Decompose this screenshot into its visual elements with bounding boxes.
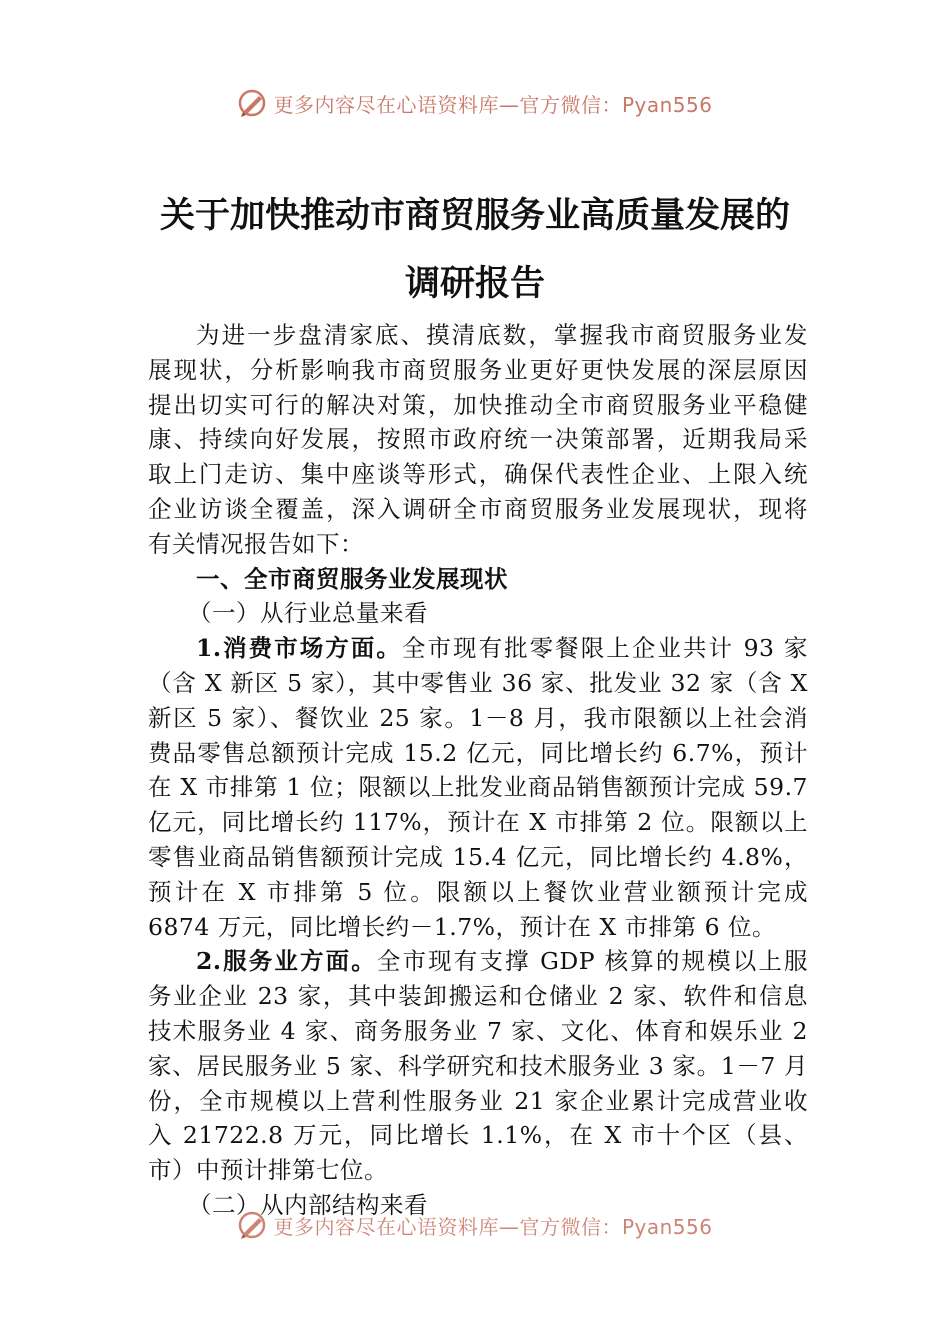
intro-line: 取上门走访、集中座谈等形式，确保代表性企业、上限入统 (148, 460, 808, 489)
document-title-line-1: 关于加快推动市商贸服务业高质量发展的 (159, 195, 790, 236)
paragraph-line: 市）中预计排第七位。 (148, 1156, 388, 1185)
intro-line: 为进一步盘清家底、摸清底数，掌握我市商贸服务业发 (196, 321, 808, 349)
paragraph-line: 入 21722.8 万元，同比增长 1.1%，在 X 市十个区（县、 (148, 1121, 808, 1150)
paragraph-line: 务业企业 23 家，其中装卸搬运和仓储业 2 家、软件和信息 (148, 982, 808, 1011)
document-title-line-2: 调研报告 (404, 263, 545, 304)
paragraph-line: 预计在 X 市排第 5 位。限额以上餐饮业营业额预计完成 (148, 877, 808, 906)
paragraph-line: 费品零售总额预计完成 15.2 亿元，同比增长约 6.7%，预计 (148, 738, 808, 767)
paragraph-line: 亿元，同比增长约 117%，预计在 X 市排第 2 位。限额以上 (148, 808, 808, 837)
subsection-heading: （一）从行业总量来看 (188, 599, 428, 628)
paragraph-first-line (148, 631, 808, 666)
intro-line: 企业访谈全覆盖，深入调研全市商贸服务业发展现状，现将 (148, 494, 808, 523)
watermark-text: 更多内容尽在心语资料库—官方微信：Pyan556 (273, 1214, 713, 1239)
paragraph-text: 全市现有批零餐限上企业共计 93 家 (401, 634, 808, 663)
paragraph-text: 全市现有支撑 GDP 核算的规模以上服 (376, 947, 808, 976)
paragraph-line: 在 X 市排第 1 位；限额以上批发业商品销售额预计完成 59.7 (148, 773, 808, 802)
paragraph-line: （含 X 新区 5 家），其中零售业 36 家、批发业 32 家（含 X (148, 668, 808, 697)
watermark-footer (0, 1208, 950, 1242)
paragraph-line: 家、居民服务业 5 家、科学研究和技术服务业 3 家。1－7 月 (148, 1051, 808, 1080)
pen-logo-icon (237, 88, 267, 118)
intro-line: 康、持续向好发展，按照市政府统一决策部署，近期我局采 (148, 425, 808, 454)
pen-logo-icon (237, 1210, 267, 1240)
paragraph-line: 技术服务业 4 家、商务服务业 7 家、文化、体育和娱乐业 2 (148, 1016, 808, 1045)
intro-line: 展现状，分析影响我市商贸服务业更好更快发展的深层原因 (148, 355, 808, 384)
watermark-header (0, 86, 950, 120)
paragraph-label: 2.服务业方面。 (196, 947, 377, 976)
paragraph-label: 1.消费市场方面。 (196, 634, 402, 663)
subsection-heading: （二）从内部结构来看 (188, 1190, 428, 1219)
paragraph-line: 零售业商品销售额预计完成 15.4 亿元，同比增长约 4.8%， (148, 842, 808, 871)
paragraph-line: 6874 万元，同比增长约－1.7%，预计在 X 市排第 6 位。 (148, 912, 777, 941)
intro-line: 提出切实可行的解决对策，加快推动全市商贸服务业平稳健 (148, 390, 808, 419)
watermark-text: 更多内容尽在心语资料库—官方微信：Pyan556 (273, 92, 713, 117)
intro-line: 有关情况报告如下： (148, 529, 364, 558)
document-body (148, 318, 808, 1223)
paragraph-line: 新区 5 家）、餐饮业 25 家。1－8 月，我市限额以上社会消 (148, 703, 808, 732)
paragraph-line: 份，全市规模以上营利性服务业 21 家企业累计完成营业收 (148, 1086, 808, 1115)
paragraph-first-line (148, 944, 808, 979)
section-heading: 一、全市商贸服务业发展现状 (196, 564, 508, 593)
